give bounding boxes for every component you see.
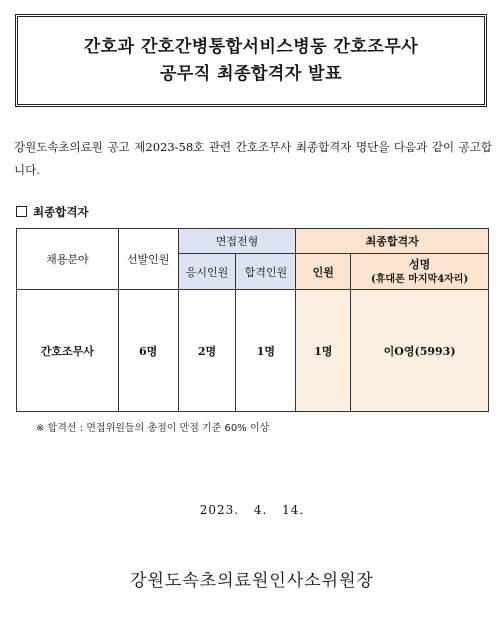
signer: 강원도속초의료원인사소위원장 <box>130 571 374 591</box>
header-final: 최종합격자 <box>296 229 489 254</box>
table-row <box>17 290 489 412</box>
cell-selected: 6명 <box>118 290 178 412</box>
cell-count: 1명 <box>296 290 351 412</box>
title-box <box>15 14 487 107</box>
results-table <box>16 228 489 412</box>
checkbox-square-icon <box>16 206 27 217</box>
intro-paragraph: 강원도속초의료원 공고 제2023-58호 관련 간호조무사 최종합격자 명단을 다음과 같이 공고합니다. <box>14 140 492 177</box>
title-line-2: 공무직 최종합격자 발표 <box>159 63 343 84</box>
header-selected: 선발인원 <box>118 229 178 290</box>
header-passed: 합격인원 <box>236 254 296 290</box>
header-applicants: 응시인원 <box>178 254 236 290</box>
header-field: 채용분야 <box>17 229 119 290</box>
header-name-cell <box>351 254 489 290</box>
header-interview: 면접전형 <box>178 229 296 254</box>
announcement-date: 2023. 4. 14. <box>199 503 305 517</box>
cell-field: 간호조무사 <box>17 290 119 412</box>
header-count: 인원 <box>296 254 351 290</box>
title-line-1: 간호과 간호간병통합서비스병동 간호조무사 <box>83 36 419 57</box>
cell-applicants: 2명 <box>178 290 236 412</box>
cell-passed: 1명 <box>236 290 296 412</box>
section-heading <box>16 204 89 220</box>
section-heading-label: 최종합격자 <box>33 205 89 219</box>
header-name: 성명 <box>408 257 431 271</box>
pass-criteria-note: ※ 합격선 : 면접위원들의 총점이 만점 기준 60% 이상 <box>36 423 270 434</box>
cell-name: 이O영(5993) <box>351 290 489 412</box>
header-name-sub: (휴대폰 마지막4자리) <box>371 273 469 285</box>
